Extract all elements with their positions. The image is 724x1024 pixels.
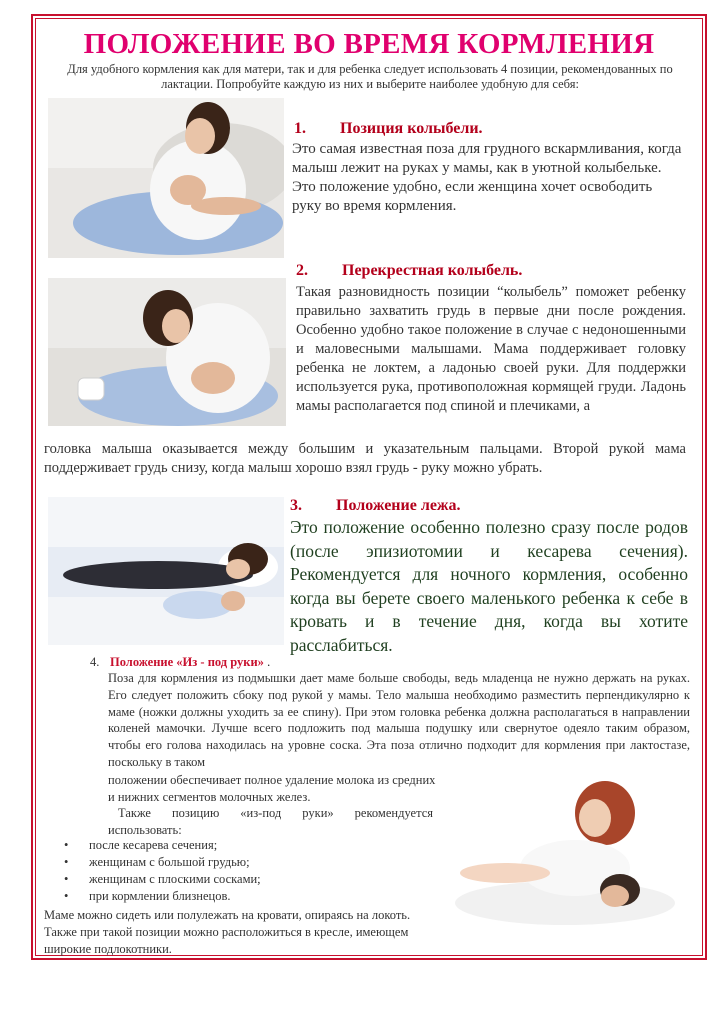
section-4-recommend: Также позицию «из-под руки» рекомендуется использовать:	[108, 806, 433, 837]
lying-position-photo	[48, 497, 284, 645]
cradle-hold-photo	[48, 98, 284, 258]
section-2-text-full: головка малыша оказывается между большим и указательным пальцами. Второй рукой мама поддерживает грудь снизу, когда малыш хорошо взял грудь - руку можно убрать.	[44, 441, 686, 476]
page-title: ПОЛОЖЕНИЕ ВО ВРЕМЯ КОРМЛЕНИЯ	[83, 28, 655, 60]
section-2-text-side: Такая разновидность позиции “колыбель” поможет ребенку правильно захватить грудь в первые дни после рождения. Особенно удобно такое положение в случае с недоношенными и маловесными малышами. Мама поддерживает головку ребенка не локтем, а ладонью своей руки. Для поддержки используется рука, противоположная кормящей груди. Ладонь мамы располагается под спиной и плечиками, а	[296, 284, 686, 414]
section-1-title: Позиция колыбели.	[340, 120, 483, 137]
list-item: • после кесарева сечения;	[64, 837, 261, 854]
section-2-heading	[296, 262, 522, 280]
section-1-number: 1.	[294, 120, 306, 137]
section-4-title-suffix: .	[263, 655, 271, 669]
section-3-text: Это положение особенно полезно сразу после родов (после эпизиотомии и кесарева сечения). Рекомендуется для ночного кормления, особенно когда вы берете своего маленького ребенка к себе в кровать и в течение дня, когда вы хотите расслабиться.	[290, 517, 688, 655]
list-item: • при кормлении близнецов.	[64, 888, 261, 905]
cross-cradle-photo	[48, 278, 286, 426]
section-4-text-narrow: положении обеспечивает полное удаление молока из средних и нижних сегментов молочных желез.	[108, 773, 436, 804]
section-4-heading	[90, 655, 270, 670]
section-2-title: Перекрестная колыбель.	[342, 262, 523, 279]
intro-text: Для удобного кормления как для матери, так и для ребенка следует использовать 4 позиции, рекомендованных по лактации. Попробуйте каждую из них и выберите наиболее удобную для себя:	[67, 62, 673, 91]
list-item: • женщинам с большой грудью;	[64, 854, 261, 871]
section-1-text: Это самая известная поза для грудного вскармливания, когда малыш лежит на руках у мамы, как в уютной колыбельке. Это положение удобно, если женщина хочет освободить руку во время кормления.	[292, 141, 682, 214]
section-4-text-wide: Поза для кормления из подмышки дает маме больше свободы, ведь младенца не нужно держать на руках. Его следует положить сбоку под рукой у мамы. Тело малыша необходимо разместить перпендикулярно к маме (ножки должны уходить за ее спину). При этом головка ребенка должна располагаться в направлении коленей мамочки. Лучше всего подложить под малыша подушку или свернутое одеяло таким образом, чтобы его голова находилась на уровне соска. Эта поза отлично подходит для кормления при лактостазе, поскольку в таком	[108, 671, 690, 769]
section-3-title: Положение лежа.	[336, 497, 461, 514]
list-item: • женщинам с плоскими сосками;	[64, 871, 261, 888]
section-1-heading	[294, 120, 483, 138]
section-4-title: Положение «Из - под руки»	[110, 655, 264, 669]
section-4-final-text: Маме можно сидеть или полулежать на кровати, опираясь на локоть. Также при такой позиции можно расположиться в кресле, имеющем широкие подлокотники.	[44, 908, 411, 956]
section-2-number: 2.	[296, 262, 308, 279]
section-3-number: 3.	[290, 497, 302, 514]
section-4-number: 4.	[90, 655, 100, 669]
underarm-hold-photo	[445, 778, 675, 933]
recommendation-list	[64, 837, 261, 905]
section-3-heading	[290, 497, 461, 515]
